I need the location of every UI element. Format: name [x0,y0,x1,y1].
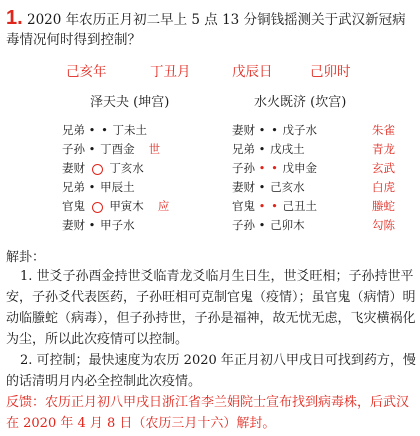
feedback: 反馈：农历正月初八甲戌日浙江省李兰娟院士宣布找到病毒株，后武汉在 2020 年 4 月 8 日（农历三月十六）解封。 [6,395,410,431]
line-dots: • [258,180,267,194]
original-line-1 [62,121,147,139]
line-dots: • [88,218,97,232]
line-position-mark: 应 [157,199,170,213]
line-relation: 兄弟 [62,180,85,194]
line-relation: 子孙 [232,218,255,232]
hour-pillar: 己卯时 [310,64,351,80]
moving-line-circle-icon [92,164,103,175]
line-branch: 戊子水 [282,123,318,137]
line-branch: 戊申金 [282,161,318,175]
line-dots: • [258,218,267,232]
original-hexagram-name: 泽天夬 (坤宫) [90,95,170,110]
line-dots: • • [258,199,279,213]
question-text: 2020 年农历正月初二早上 5 点 13 分铜钱摇测关于武汉新冠病毒情况何时得到控制？ [6,12,406,48]
original-line-2 [62,140,160,158]
line-relation: 妻财 [232,180,255,194]
changed-line-2 [232,140,395,158]
changed-line-5 [232,197,395,215]
six-god-label: 朱雀 [372,123,395,137]
changed-line-3 [232,159,395,177]
six-god-label: 玄武 [372,161,395,175]
line-dots: • [88,142,97,156]
analysis-paragraph-1: 1. 世爻子孙酉金持世爻临青龙爻临月生日生，世爻旺相；子孙持世平安，子孙爻代表医药，子孙旺相可克制官鬼（疫情）；虽官鬼（病情）明动临螣蛇（病毒），但子孙持世，子孙是福神，故无忧无虑，飞灾横祸化为尘，所以此次疫情可以控制。 [6,269,416,347]
line-branch: 甲寅木 [109,199,144,213]
line-dots: • • [88,123,109,137]
moving-line-circle-icon [92,202,103,213]
line-relation: 子孙 [62,142,85,156]
line-branch: 丁未土 [112,123,148,137]
analysis-heading: 解卦： [6,250,46,265]
changed-line-4 [232,178,395,196]
line-dots: • [258,142,267,156]
line-branch: 己卯木 [270,218,305,232]
line-branch: 丁亥水 [109,161,144,175]
line-relation: 兄弟 [62,123,85,137]
line-dots: • [88,180,97,194]
line-dots: • • [258,123,279,137]
line-dots: • • [258,161,279,175]
line-branch: 甲子水 [100,218,135,232]
line-branch: 戊戌土 [270,142,305,156]
line-relation: 兄弟 [232,142,255,156]
line-relation: 官鬼 [62,199,85,213]
question [6,8,414,50]
changed-hexagram-name: 水火既济 (坎宫) [254,95,347,110]
line-branch: 己丑土 [282,199,318,213]
original-line-3 [62,159,144,177]
original-line-5 [62,197,169,215]
line-relation: 妻财 [62,161,85,175]
line-relation: 妻财 [232,123,255,137]
changed-line-1 [232,121,395,139]
line-relation: 官鬼 [232,199,255,213]
month-pillar: 丁丑月 [150,64,191,80]
changed-line-6 [232,216,395,234]
line-position-mark: 世 [148,142,161,156]
question-number: 1. [6,7,23,29]
six-god-label: 螣蛇 [372,199,395,213]
line-relation: 子孙 [232,161,255,175]
original-line-4 [62,178,135,196]
line-branch: 甲辰土 [100,180,135,194]
line-relation: 妻财 [62,218,85,232]
six-god-label: 青龙 [372,142,395,156]
original-line-6 [62,216,135,234]
line-branch: 丁酉金 [100,142,135,156]
six-god-label: 白虎 [372,180,395,194]
analysis-paragraph-2: 2. 可控制；最快速度为农历 2020 年正月初八甲戌日可找到药方，慢的话清明月内必全控制此次疫情。 [6,353,416,389]
day-pillar: 戊辰日 [232,64,273,80]
six-god-label: 勾陈 [372,218,395,232]
year-pillar: 己亥年 [66,64,107,80]
line-branch: 己亥水 [270,180,305,194]
